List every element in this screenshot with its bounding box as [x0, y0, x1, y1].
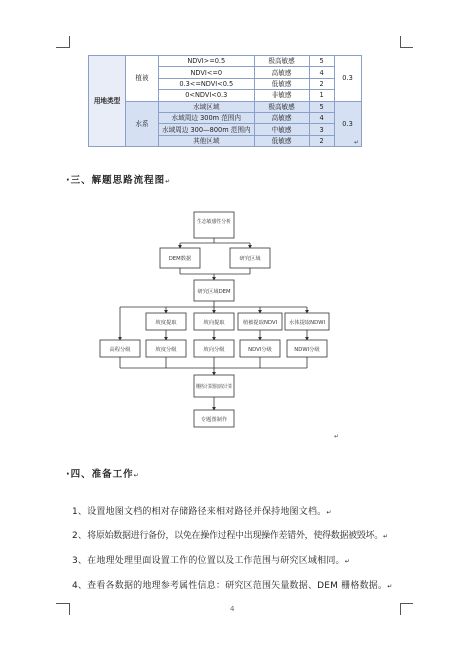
section-4-title: 四、准备工作 — [70, 469, 134, 480]
table-cell-score: 4 — [309, 112, 334, 123]
list-item-mark: ↵ — [382, 533, 389, 540]
table-cell-desc: 水域区域 — [159, 101, 255, 112]
flow-text-study-area: 研究区域 — [239, 256, 261, 262]
flow-text-ndwi-extract: 水体提取NDWI — [288, 320, 326, 326]
section-3-title: 三、解题思路流程图 — [70, 175, 166, 186]
group-weight-water: 0.3 — [334, 101, 361, 147]
section-3-mark: ↵ — [165, 178, 172, 185]
table-cell-level: 非敏感 — [254, 90, 309, 101]
section-4-heading — [66, 466, 140, 480]
page-number: 4 — [230, 605, 235, 613]
section-4-mark: ↵ — [133, 472, 140, 479]
table-cell-score: 3 — [309, 124, 334, 135]
table-cell-level: 高敏感 — [254, 67, 309, 78]
flow-text-ndvi-class: NDVI分级 — [248, 347, 272, 353]
list-item-2 — [72, 528, 388, 541]
group-name-water: 水系 — [126, 101, 159, 147]
list-item-text: 将原始数据进行备份，以免在操作过程中出现操作差错外，使得数据被毁坏。 — [87, 531, 383, 541]
table-cell-score: 4 — [309, 67, 334, 78]
list-item-4 — [72, 578, 392, 591]
flow-text-aspect-extract: 坡向提取 — [203, 320, 225, 326]
table-cell-level: 中敏感 — [254, 124, 309, 135]
table-cell-score: 2 — [309, 78, 334, 89]
table-cell-score: 1 — [309, 90, 334, 101]
list-item-text: 设置地图文档的相对存储路径来相对路径并保持地图文档。 — [87, 507, 327, 517]
flow-text-elev-class: 高程分级 — [109, 347, 131, 353]
flowchart-end-mark: ↵ — [334, 433, 340, 440]
list-item-number: 3、 — [72, 556, 88, 566]
list-item-number: 4、 — [72, 581, 88, 591]
list-item-mark: ↵ — [344, 558, 350, 565]
group-weight-vegetation: 0.3 — [334, 56, 361, 102]
table-cell-desc: 0<NDVI<0.3 — [159, 90, 255, 101]
flow-text-clip: 研究区域DEM — [197, 289, 231, 295]
flow-text-top — [197, 217, 235, 225]
table-cell-level: 低敏感 — [254, 78, 309, 89]
table-cell-desc: 水域周边 300m 范围内 — [159, 112, 255, 123]
table-cell-level: 低敏感 — [254, 135, 309, 146]
table-cell-desc: 0.3<=NDVI<0.5 — [159, 78, 255, 89]
table-cell-level: 极高敏感 — [254, 56, 309, 67]
flow-text-output: 专题图制作 — [200, 417, 228, 423]
section-3-bullet: · — [66, 175, 71, 186]
flow-text-slope-class: 坡度分级 — [155, 347, 177, 353]
section-4-bullet: · — [66, 469, 71, 480]
table-end-mark: ↵ — [354, 139, 360, 146]
table-cell-level: 高敏感 — [254, 112, 309, 123]
list-item-text: 查看各数据的地理参考属性信息：研究区范围矢量数据、DEM 栅格数据。 — [87, 581, 388, 591]
list-item-text: 在地理处理里面设置工作的位置以及工作范围与研究区域相同。 — [87, 556, 345, 566]
flow-text-ndwi-class: NDWI分级 — [294, 347, 320, 353]
flow-text-calc: 栅格计算器加权计算 — [196, 384, 244, 390]
flow-text-dem: DEM数据 — [168, 256, 192, 262]
list-item-mark: ↵ — [326, 509, 332, 516]
flow-text-slope-extract: 坡度提取 — [155, 320, 177, 326]
list-item-1 — [72, 504, 332, 517]
flow-box-top — [194, 212, 234, 238]
table-cell-desc: NDVI<=0 — [159, 67, 255, 78]
flow-text-aspect-class: 坡向分级 — [203, 347, 225, 353]
table-cell-desc: NDVI>=0.5 — [159, 56, 255, 67]
list-item-3 — [72, 553, 350, 566]
table-cell-desc: 其他区域 — [159, 135, 255, 146]
table-cell-score: 5 — [309, 56, 334, 67]
land-type-cell: 用地类型 — [89, 56, 126, 147]
table-cell-desc: 水域周边 300—800m 范围内 — [159, 124, 255, 135]
table-cell-score: 5 — [309, 101, 334, 112]
group-name-vegetation: 植被 — [126, 56, 159, 102]
flow-text-top-span: 生态敏感性分析 — [197, 219, 235, 225]
list-item-mark: ↵ — [387, 583, 393, 590]
table-cell-score: 2 — [309, 135, 334, 146]
list-item-number: 1、 — [72, 507, 88, 517]
table-cell-level: 极高敏感 — [254, 101, 309, 112]
list-item-number: 2、 — [72, 531, 88, 541]
flow-text-ndvi-extract: 植被提取NDVI — [242, 320, 278, 326]
